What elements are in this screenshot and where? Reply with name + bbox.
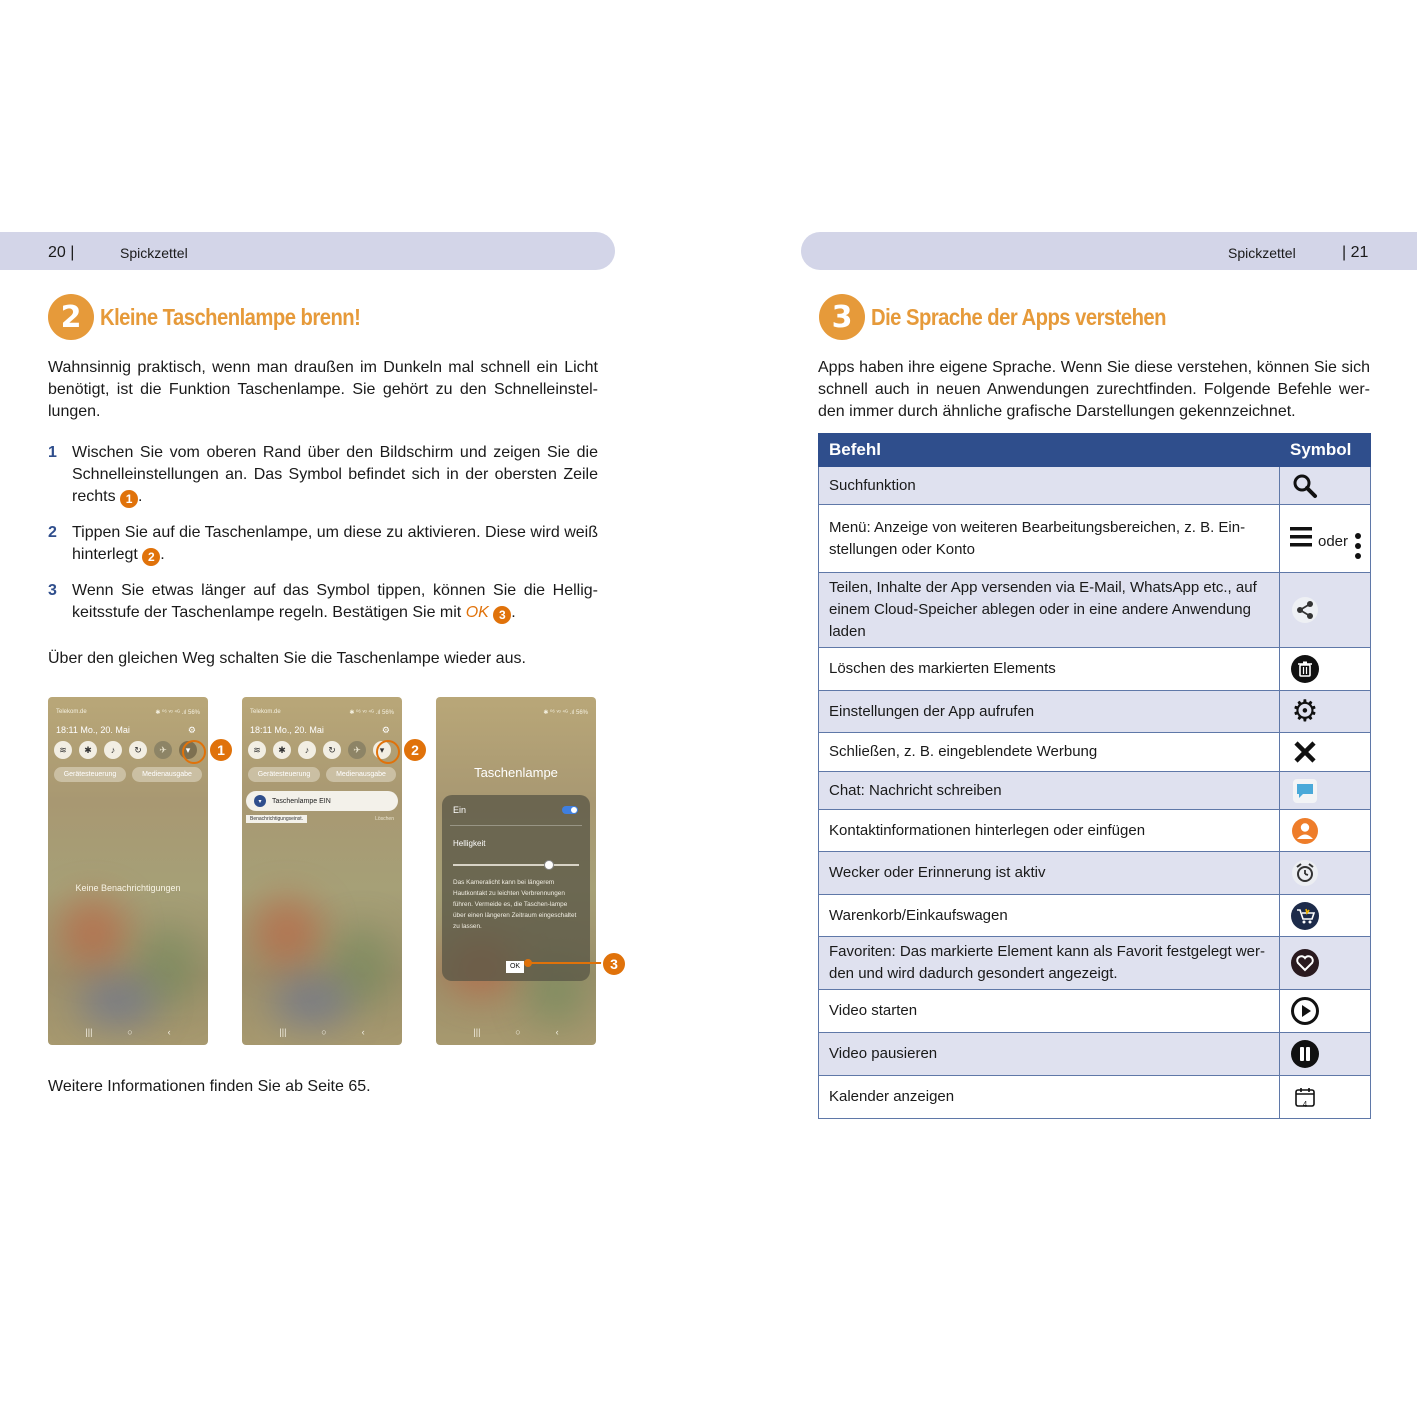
carrier-label: Telekom.de	[250, 709, 281, 715]
reference-marker: 1	[120, 490, 138, 508]
home-button-icon[interactable]: ○	[515, 1027, 521, 1037]
section-heading-3	[819, 294, 1206, 340]
pause-icon	[1290, 1039, 1320, 1069]
bluetooth-icon[interactable]: ✱	[273, 741, 291, 759]
step-2	[48, 522, 598, 566]
command-cell: Einstellungen der App aufrufen	[819, 691, 1280, 733]
symbol-cell	[1280, 937, 1371, 990]
flashlight-icon: ▾	[254, 795, 266, 807]
symbol-cell	[1280, 505, 1371, 573]
command-cell: Teilen, Inhalte der App versenden via E-Mail, WhatsApp etc., auf einem Cloud-Speicher ablegen oder in eine andere Anwendung laden	[819, 573, 1280, 648]
status-icons: ✱ ⁰⁶ ᵛᵒ ⁴ᴳ .ıl 56%	[349, 710, 394, 716]
footer-note: Weitere Informationen finden Sie ab Seite 65.	[48, 1078, 371, 1095]
command-cell: Suchfunktion	[819, 467, 1280, 505]
cart-icon	[1290, 901, 1320, 931]
airplane-icon[interactable]: ✈	[154, 741, 172, 759]
section-heading-2	[48, 294, 396, 340]
step-number: 2	[48, 524, 57, 541]
home-button-icon[interactable]: ○	[321, 1027, 327, 1037]
outro-paragraph: Über den gleichen Weg schalten Sie die Taschenlampe wieder aus.	[48, 650, 526, 667]
left-page	[0, 0, 708, 1417]
symbol-cell	[1280, 810, 1371, 852]
symbol-cell	[1280, 691, 1371, 733]
step-number: 3	[48, 582, 57, 599]
callout-line	[526, 962, 604, 964]
screenshot-brightness-dialog	[436, 697, 596, 1045]
nav-bar	[242, 1027, 402, 1037]
callout-3: 3	[601, 951, 627, 977]
home-button-icon[interactable]: ○	[127, 1027, 133, 1037]
step-tail: .	[511, 604, 516, 621]
symbol-cell	[1280, 573, 1371, 648]
table-row	[819, 505, 1371, 573]
brightness-label: Helligkeit	[453, 839, 486, 848]
wifi-icon[interactable]: ≋	[248, 741, 266, 759]
status-icons: ✱ ⁰⁶ ᵛᵒ ⁴ᴳ .ıl 56%	[155, 710, 200, 716]
brightness-dialog	[442, 795, 590, 981]
bluetooth-icon[interactable]: ✱	[79, 741, 97, 759]
symbol-cell	[1280, 990, 1371, 1033]
clock-date: 18:11 Mo., 20. Mai	[56, 725, 130, 735]
no-notifications-text: Keine Benachrichtigungen	[75, 883, 181, 893]
device-control-pill[interactable]: Gerätesteuerung	[248, 767, 320, 782]
back-button-icon[interactable]: ‹	[361, 1027, 365, 1037]
close-icon	[1290, 737, 1320, 767]
step-1	[48, 442, 598, 508]
command-cell: Favoriten: Das markierte Element kann als Favorit festgelegt wer-den und wird dadurch gesondert angezeigt.	[819, 937, 1280, 990]
table-row	[819, 990, 1371, 1033]
flashlight-icon[interactable]: ▾	[373, 741, 391, 759]
step-number: 1	[48, 444, 57, 461]
left-page-number: 20 |	[48, 244, 75, 261]
left-header-bar	[0, 232, 615, 270]
command-cell: Löschen des markierten Elements	[819, 648, 1280, 691]
back-button-icon[interactable]: ‹	[555, 1027, 559, 1037]
highlight-ring	[182, 740, 206, 764]
intro-paragraph: Apps haben ihre eigene Sprache. Wenn Sie diese verstehen, können Sie sich schnell auch in neuen Anwendungen zurechtfinden. Folgende Befehle wer-den immer durch ähnliche grafische Darstellungen gekennzeichnet.	[818, 359, 1370, 420]
contact-icon	[1290, 816, 1320, 846]
alarm-icon	[1290, 858, 1320, 888]
highlight-ring	[376, 740, 400, 764]
search-icon	[1290, 471, 1320, 501]
symbol-cell	[1280, 733, 1371, 772]
table-row	[819, 648, 1371, 691]
symbol-cell	[1280, 648, 1371, 691]
table-row	[819, 895, 1371, 937]
symbol-cell	[1280, 852, 1371, 895]
back-button-icon[interactable]: ‹	[167, 1027, 171, 1037]
ok-label: OK	[465, 604, 489, 621]
symbol-cell	[1280, 1076, 1371, 1119]
device-control-pill[interactable]: Gerätesteuerung	[54, 767, 126, 782]
table-row	[819, 733, 1371, 772]
table-row	[819, 937, 1371, 990]
section-number-badge: 3	[819, 294, 865, 340]
mute-icon[interactable]: ♪	[104, 741, 122, 759]
reference-marker: 3	[493, 606, 511, 624]
menu-icon	[1290, 525, 1360, 553]
dialog-title: Taschenlampe	[474, 765, 558, 780]
brightness-slider-thumb[interactable]	[544, 860, 554, 870]
right-header-bar	[801, 232, 1417, 270]
gear-icon: ⚙	[1291, 694, 1319, 728]
command-cell: Chat: Nachricht schreiben	[819, 772, 1280, 810]
nav-bar	[436, 1027, 596, 1037]
section-title: Kleine Taschenlampe brenn!	[100, 303, 361, 330]
callout-dot	[524, 959, 532, 967]
carrier-label: Telekom.de	[56, 709, 87, 715]
section-title: Die Sprache der Apps verstehen	[871, 303, 1167, 330]
ok-button[interactable]: OK	[506, 961, 524, 973]
table-row	[819, 1076, 1371, 1119]
flashlight-toggle[interactable]	[562, 806, 578, 814]
table-header-row	[819, 434, 1371, 467]
gear-icon[interactable]: ⚙	[381, 725, 390, 735]
flashlight-notification[interactable]	[246, 791, 398, 811]
intro-paragraph: Wahnsinnig praktisch, wenn man draußen im Dunkeln mal schnell ein Licht benötigt, ist die Funktion Taschenlampe. Sie gehört zu den Schnelleinstel-lungen.	[48, 359, 598, 420]
symbol-cell	[1280, 467, 1371, 505]
media-output-pill[interactable]: Medienausgabe	[132, 767, 202, 782]
share-icon	[1290, 595, 1320, 625]
table-row	[819, 467, 1371, 505]
more-vertical-icon	[1354, 533, 1362, 566]
reference-marker: 2	[142, 548, 160, 566]
table-row	[819, 1033, 1371, 1076]
rotate-icon[interactable]: ↻	[323, 741, 341, 759]
step-tail: .	[138, 488, 143, 505]
command-cell: Kontaktinformationen hinterlegen oder einfügen	[819, 810, 1280, 852]
command-cell: Wecker oder Erinnerung ist aktiv	[819, 852, 1280, 895]
wifi-icon[interactable]: ≋	[54, 741, 72, 759]
nav-bar	[48, 1027, 208, 1037]
burn-warning-text: Das Kameralicht kann bei längerem Hautkontakt zu leichten Verbrennungen führen. Vermeide es, die Taschen-lampe über einen längeren Zeitraum eingeschaltet zu lassen.	[453, 879, 577, 930]
notification-clear-link[interactable]: Löschen	[375, 816, 394, 822]
command-cell: Warenkorb/Einkaufswagen	[819, 895, 1280, 937]
table-row	[819, 772, 1371, 810]
symbol-cell	[1280, 772, 1371, 810]
table-row	[819, 852, 1371, 895]
command-cell: Kalender anzeigen	[819, 1076, 1280, 1119]
command-cell: Menü: Anzeige von weiteren Bearbeitungsbereichen, z. B. Ein-stellungen oder Konto	[819, 505, 1280, 573]
rotate-icon[interactable]: ↻	[129, 741, 147, 759]
recents-button-icon[interactable]: |||	[473, 1027, 481, 1037]
flashlight-icon[interactable]: ▾	[179, 741, 197, 759]
step-tail: .	[160, 546, 165, 563]
airplane-icon[interactable]: ✈	[348, 741, 366, 759]
calendar-day: 4	[1302, 1100, 1308, 1109]
media-output-pill[interactable]: Medienausgabe	[326, 767, 396, 782]
callout-2: 2	[402, 737, 428, 763]
step-text: Wenn Sie etwas länger auf das Symbol tippen, können Sie die Hellig-keitsstufe der Taschenlampe regeln. Bestätigen Sie mit	[72, 582, 598, 621]
gear-icon[interactable]: ⚙	[187, 725, 196, 735]
column-header-command: Befehl	[819, 434, 1280, 467]
step-3	[48, 580, 598, 624]
heart-icon	[1290, 948, 1320, 978]
chat-icon	[1290, 776, 1320, 806]
symbol-cell	[1280, 1033, 1371, 1076]
recents-button-icon[interactable]: |||	[85, 1027, 93, 1037]
column-header-symbol: Symbol	[1280, 434, 1371, 467]
symbol-cell	[1280, 895, 1371, 937]
trash-icon	[1290, 654, 1320, 684]
on-label: Ein	[453, 805, 467, 815]
mute-icon[interactable]: ♪	[298, 741, 316, 759]
notification-settings-link[interactable]: Benachrichtigungseinst.	[246, 815, 307, 823]
commands-table	[818, 433, 1371, 1119]
right-page-number: | 21	[1342, 244, 1369, 261]
command-cell: Video starten	[819, 990, 1280, 1033]
command-cell: Video pausieren	[819, 1033, 1280, 1076]
table-row	[819, 573, 1371, 648]
callout-1: 1	[208, 737, 234, 763]
oder-label: oder	[1318, 532, 1349, 550]
calendar-icon	[1290, 1082, 1320, 1112]
section-number-badge: 2	[48, 294, 94, 340]
table-row	[819, 810, 1371, 852]
brightness-slider[interactable]	[453, 864, 579, 866]
right-header-title: Spickzettel	[1228, 245, 1296, 261]
left-header-title: Spickzettel	[120, 245, 188, 261]
step-text: Tippen Sie auf die Taschenlampe, um diese zu aktivieren. Diese wird weiß hinterlegt	[72, 524, 598, 563]
status-icons: ✱ ⁰⁶ ᵛᵒ ⁴ᴳ .ıl 56%	[543, 710, 588, 716]
recents-button-icon[interactable]: |||	[279, 1027, 287, 1037]
step-text: Wischen Sie vom oberen Rand über den Bildschirm und zeigen Sie die Schnelleinstellungen an. Das Symbol befindet sich in der obersten Zeile rechts	[72, 444, 598, 505]
play-icon	[1290, 996, 1320, 1026]
command-cell: Schließen, z. B. eingeblendete Werbung	[819, 733, 1280, 772]
notification-title: Taschenlampe EIN	[272, 797, 331, 805]
clock-date: 18:11 Mo., 20. Mai	[250, 725, 324, 735]
table-row	[819, 691, 1371, 733]
